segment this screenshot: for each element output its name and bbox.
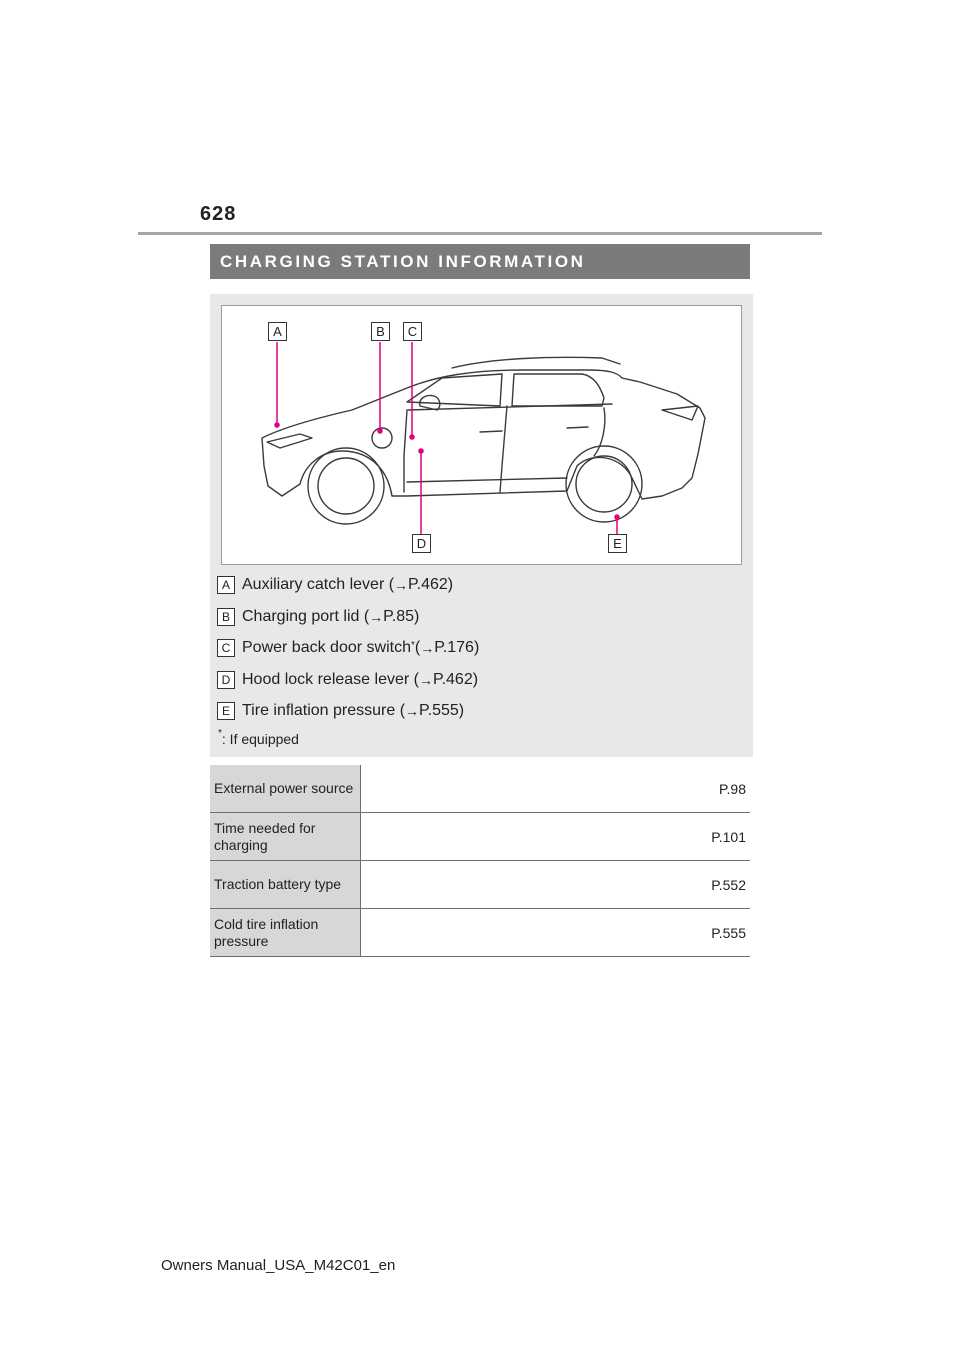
callout-b: B xyxy=(371,322,390,341)
figure-panel xyxy=(210,294,753,757)
callout-e: E xyxy=(608,534,627,553)
footnote xyxy=(218,728,299,747)
footer-document-id: Owners Manual_USA_M42C01_en xyxy=(161,1257,396,1274)
legend-text: Hood lock release lever ( xyxy=(242,671,419,688)
tail-light xyxy=(662,406,698,420)
row-label: External power source xyxy=(210,765,361,813)
legend-key: D xyxy=(217,671,235,689)
front-door-line xyxy=(404,410,407,492)
row-label: Time needed for charging xyxy=(210,813,361,861)
callout-d: D xyxy=(412,534,431,553)
legend-key: A xyxy=(217,576,235,594)
rocker-trim xyxy=(407,478,567,482)
page-reference: P.85) xyxy=(383,608,420,625)
legend-text-open: ( xyxy=(414,639,421,656)
vehicle-illustration xyxy=(221,305,742,565)
footnote-mark: * xyxy=(218,728,222,739)
page-reference: P.462) xyxy=(432,671,479,688)
page-reference: P.176) xyxy=(434,639,480,656)
legend-item-b xyxy=(217,606,419,628)
rear-handle xyxy=(567,427,588,428)
arrow-icon: → xyxy=(420,640,435,656)
arrow-icon: → xyxy=(394,577,409,593)
table-row xyxy=(210,909,750,957)
reference-table xyxy=(210,765,750,957)
page-reference: P.555) xyxy=(419,702,465,719)
row-page-reference: P.552 xyxy=(361,861,751,909)
front-wheel xyxy=(308,448,384,524)
legend-key: C xyxy=(217,639,235,657)
section-title: CHARGING STATION INFORMATION xyxy=(210,244,750,279)
header-rule xyxy=(138,232,822,235)
callout-a: A xyxy=(268,322,287,341)
vehicle-side-view xyxy=(222,306,743,566)
footnote-text: : If equipped xyxy=(221,731,299,747)
legend-text: Tire inflation pressure ( xyxy=(242,702,406,719)
legend-text: Charging port lid ( xyxy=(242,608,370,625)
row-page-reference: P.555 xyxy=(361,909,751,957)
page-reference: P.462) xyxy=(408,576,454,593)
roof-rail xyxy=(452,357,620,368)
legend-key: E xyxy=(217,702,235,720)
row-label: Cold tire inflation pressure xyxy=(210,909,361,957)
footnote-mark: * xyxy=(410,639,415,651)
front-window xyxy=(407,374,502,406)
front-handle xyxy=(480,431,502,432)
rear-window xyxy=(512,374,604,406)
legend-text: Power back door switch xyxy=(242,639,411,656)
arrow-icon: → xyxy=(369,609,384,625)
table-row xyxy=(210,861,750,909)
row-page-reference: P.101 xyxy=(361,813,751,861)
headlight xyxy=(267,434,312,448)
arrow-icon: → xyxy=(418,672,433,688)
legend-key: B xyxy=(217,608,235,626)
row-label: Traction battery type xyxy=(210,861,361,909)
table-row xyxy=(210,765,750,813)
legend-text: Auxiliary catch lever ( xyxy=(242,576,395,593)
legend-item-c xyxy=(217,637,479,659)
callout-c: C xyxy=(403,322,422,341)
page-number: 628 xyxy=(200,203,237,225)
arrow-icon: → xyxy=(405,703,420,719)
table-row xyxy=(210,813,750,861)
row-page-reference: P.98 xyxy=(361,765,751,813)
legend-item-a xyxy=(217,574,453,596)
legend-item-e xyxy=(217,700,464,722)
rear-door-line xyxy=(594,408,605,456)
legend-item-d xyxy=(217,669,478,691)
